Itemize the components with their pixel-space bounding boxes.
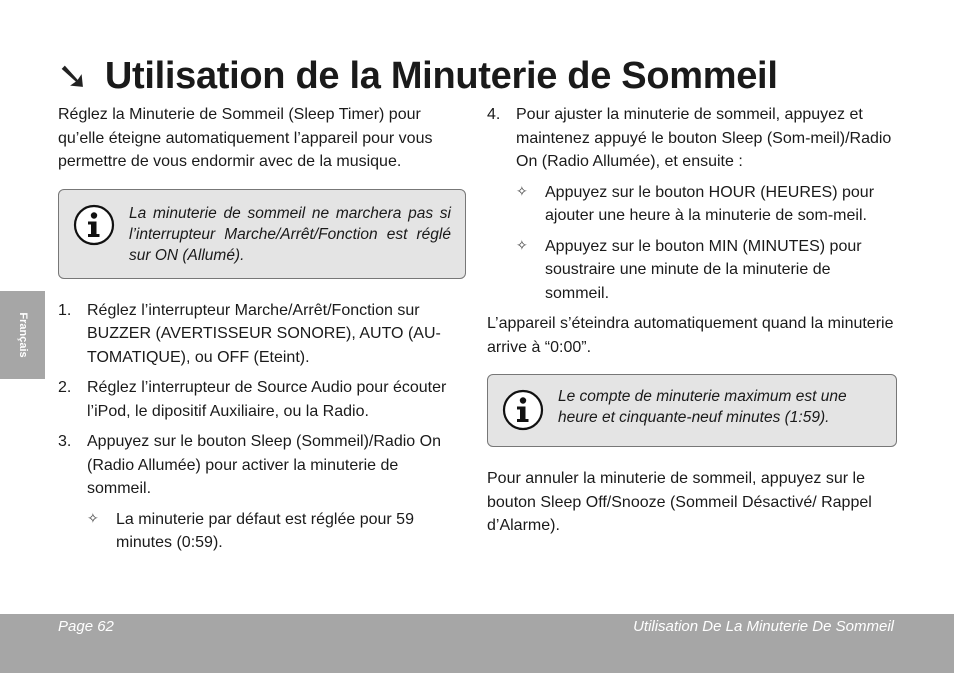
right-column <box>487 103 897 538</box>
note-box <box>487 374 897 447</box>
note-box <box>58 189 466 279</box>
item-number: 3. <box>58 433 72 450</box>
footer-section-title: Utilisation De La Minuterie De Sommeil <box>633 618 894 635</box>
cancel-paragraph: Pour annuler la minuterie de sommeil, appuyez sur le bouton Sleep Off/Snooze (Sommeil Désactivé/ Rappel d’Alarme). <box>487 470 872 534</box>
footer-bar <box>0 614 954 673</box>
item-text: Réglez l’interrupteur de Source Audio pour écouter l’iPod, le dipositif Auxiliaire, ou la Radio. <box>87 379 447 420</box>
language-tab <box>0 291 45 379</box>
info-icon <box>73 204 115 254</box>
sub-list-item <box>87 508 466 555</box>
page-title <box>57 50 778 102</box>
item-number: 2. <box>58 379 72 396</box>
auto-off-paragraph: L’appareil s’éteindra automatiquement quand la minuterie arrive à “0:00”. <box>487 315 894 356</box>
note-text: La minuterie de sommeil ne marchera pas si l’interrupteur Marche/Arrêt/Fonction est réglé sur ON (Allumé). <box>129 204 451 264</box>
item-number: 1. <box>58 301 72 319</box>
note-text: Le compte de minuterie maximum est une heure et cinquante-neuf minutes (1:59). <box>558 388 847 426</box>
list-item <box>58 430 466 501</box>
page-number: Page 62 <box>58 618 114 635</box>
title-text: Utilisation de la Minuterie de Sommeil <box>104 54 778 97</box>
item-text: Réglez l’interrupteur Marche/Arrêt/Fonction sur BUZZER (AVERTISSEUR SONORE), AUTO (AU-TOMATIQUE), ou OFF (Eteint). <box>87 301 441 366</box>
item-text: Appuyez sur le bouton Sleep (Sommeil)/Radio On (Radio Allumée) pour activer la minuterie de sommeil. <box>87 433 441 497</box>
sub-list-item <box>516 235 897 306</box>
sparkle-bullet-icon: ✧ <box>516 183 528 200</box>
sub-item-text: Appuyez sur le bouton MIN (MINUTES) pour soustraire une minute de la minuterie de sommeil. <box>545 237 862 302</box>
sub-list-item <box>516 181 897 228</box>
sparkle-bullet-icon: ✧ <box>516 237 528 254</box>
list-item <box>58 299 466 370</box>
sub-item-text: La minuterie par défaut est réglée pour 59 minutes (0:59). <box>116 510 414 551</box>
arrow-icon: ➘ <box>57 54 89 98</box>
left-column <box>58 103 466 562</box>
info-icon <box>502 389 544 439</box>
intro-paragraph: Réglez la Minuterie de Sommeil (Sleep Timer) pour qu’elle éteigne automatiquement l’appareil pour vous permettre de vous endormir avec de la musique. <box>58 106 433 170</box>
sub-item-text: Appuyez sur le bouton HOUR (HEURES) pour ajouter une heure à la minuterie de som-meil. <box>545 183 875 224</box>
list-item <box>58 376 466 423</box>
language-label: Français <box>16 312 29 358</box>
item-text: Pour ajuster la minuterie de sommeil, appuyez et maintenez appuyé le bouton Sleep (Som-meil)/Radio On (Radio Allumée), et ensuite : <box>516 106 892 170</box>
list-item <box>487 103 897 174</box>
sparkle-bullet-icon: ✧ <box>87 510 99 527</box>
item-number: 4. <box>487 106 501 123</box>
